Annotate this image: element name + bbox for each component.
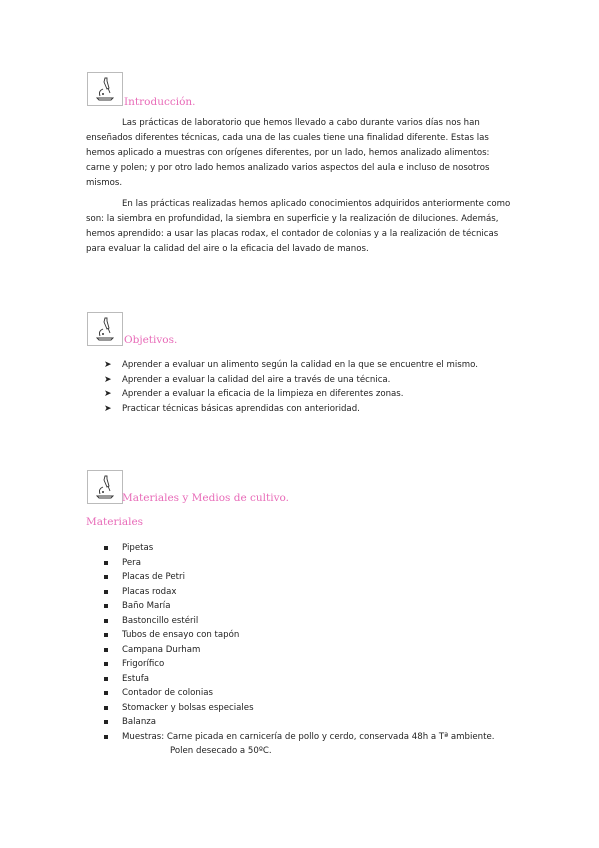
intro-heading: Introducción. <box>124 96 196 108</box>
materiales-list <box>104 541 495 744</box>
square-bullet-icon <box>104 619 108 623</box>
microscope-icon <box>87 312 123 346</box>
list-item: ➤ Practicar técnicas básicas aprendidas con anterioridad. <box>104 402 478 417</box>
objetivos-list <box>104 358 478 416</box>
microscope-icon <box>87 470 123 504</box>
square-bullet-icon <box>104 677 108 681</box>
list-item: Baño María <box>104 599 495 614</box>
list-item: Tubos de ensayo con tapón <box>104 628 495 643</box>
square-bullet-icon <box>104 691 108 695</box>
intro-paragraph-2: En las prácticas realizadas hemos aplicado conocimientos adquiridos anteriormente como son: la siembra en profundidad, la siembra en superficie y la realización de diluciones. Además, hemos aprendido: a usar las placas rodax, el contador de colonias y a la realización de técnicas para evaluar la calidad del aire o la eficacia del lavado de manos. <box>86 199 511 254</box>
list-item: Campana Durham <box>104 643 495 658</box>
arrow-bullet-icon: ➤ <box>104 389 112 399</box>
square-bullet-icon <box>104 590 108 594</box>
arrow-bullet-icon: ➤ <box>104 360 112 370</box>
square-bullet-icon <box>104 648 108 652</box>
square-bullet-icon <box>104 706 108 710</box>
objetivos-heading: Objetivos. <box>124 334 178 346</box>
materiales-heading: Materiales y Medios de cultivo. <box>122 492 290 504</box>
list-item: Bastoncillo estéril <box>104 614 495 629</box>
list-item: ➤ Aprender a evaluar la eficacia de la limpieza en diferentes zonas. <box>104 387 478 402</box>
list-item: Muestras: Carne picada en carnicería de pollo y cerdo, conservada 48h a Tª ambiente. <box>104 730 495 745</box>
muestras-extra-line: Polen desecado a 50ºC. <box>170 746 272 756</box>
square-bullet-icon <box>104 720 108 724</box>
list-item: Pipetas <box>104 541 495 556</box>
square-bullet-icon <box>104 575 108 579</box>
list-item: Estufa <box>104 672 495 687</box>
microscope-icon <box>87 72 123 106</box>
list-item: Stomacker y bolsas especiales <box>104 701 495 716</box>
list-item: Pera <box>104 556 495 571</box>
arrow-bullet-icon: ➤ <box>104 374 112 385</box>
square-bullet-icon <box>104 633 108 637</box>
list-item: Placas rodax <box>104 585 495 600</box>
list-item: Placas de Petri <box>104 570 495 585</box>
list-item: ➤ Aprender a evaluar un alimento según la calidad en la que se encuentre el mismo. <box>104 358 478 373</box>
list-item: Balanza <box>104 715 495 730</box>
intro-paragraph-1: Las prácticas de laboratorio que hemos llevado a cabo durante varios días nos han enseñados diferentes técnicas, cada una de las cuales tiene una finalidad diferente. Estas las hemos aplicado a muestras con orígenes diferentes, por un lado, hemos analizado alimentos: carne y polen; y por otro lado hemos analizado varios aspectos del aula e incluso de nosotros mismos. <box>86 118 490 188</box>
square-bullet-icon <box>104 604 108 608</box>
square-bullet-icon <box>104 735 108 739</box>
square-bullet-icon <box>104 662 108 666</box>
list-item: Frigorífico <box>104 657 495 672</box>
square-bullet-icon <box>104 546 108 550</box>
materiales-subheading: Materiales <box>86 516 144 528</box>
list-item: ➤ Aprender a evaluar la calidad del aire a través de una técnica. <box>104 373 478 388</box>
list-item: Contador de colonias <box>104 686 495 701</box>
square-bullet-icon <box>104 561 108 565</box>
arrow-bullet-icon: ➤ <box>104 403 112 414</box>
